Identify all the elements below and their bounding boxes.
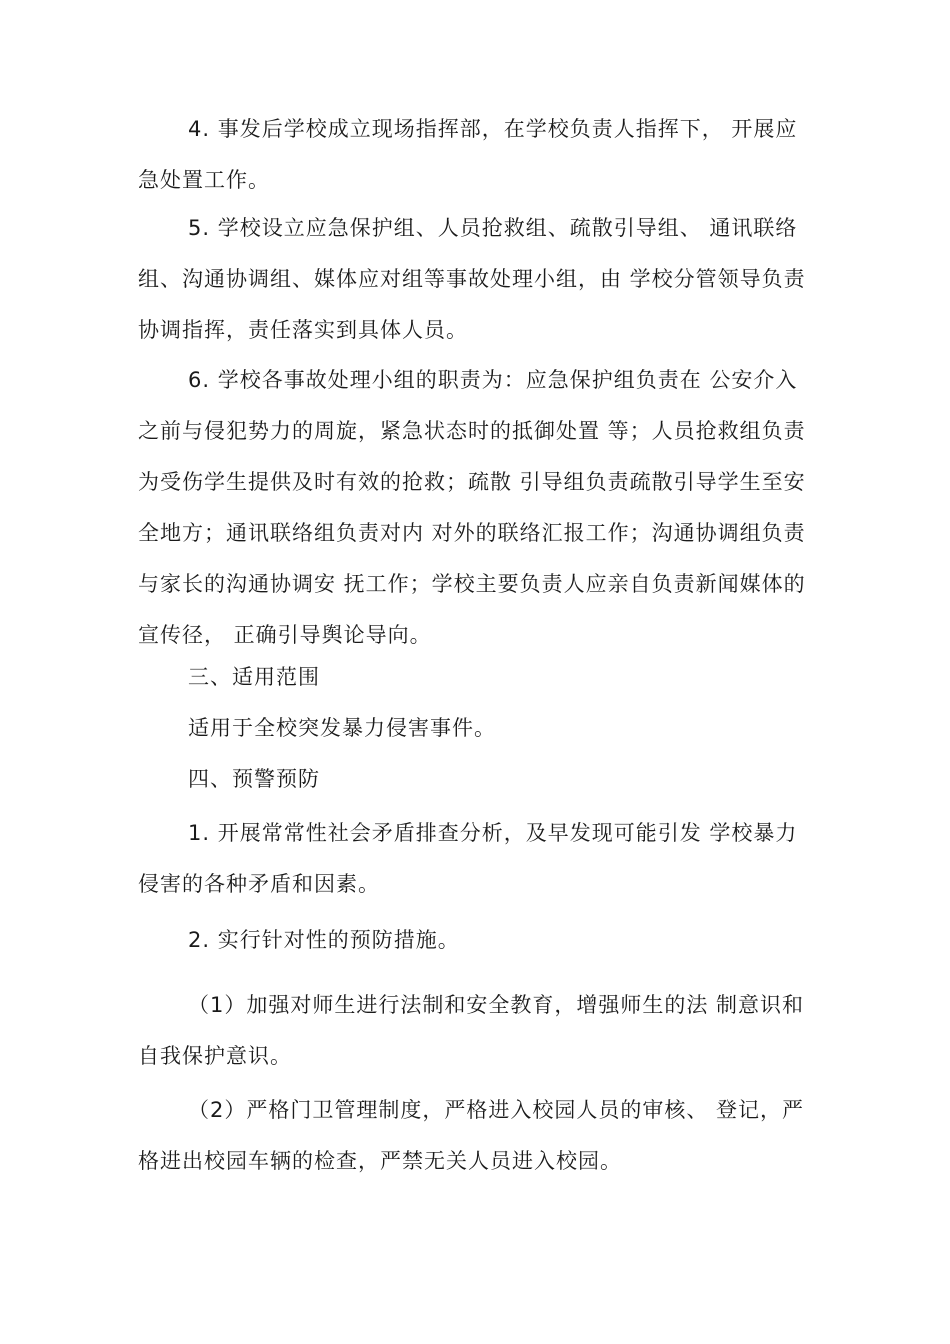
paragraph-item-4 [138, 104, 828, 206]
text-line: 5. 学校设立应急保护组、人员抢救组、疏散引导组、 通讯联络 [188, 216, 798, 240]
text-line: 6. 学校各事故处理小组的职责为：应急保护组负责在 公安介入 [188, 368, 798, 392]
paragraph-item-2 [138, 915, 828, 966]
section-heading: 四、预警预防 [188, 767, 320, 791]
paragraph-item-6 [138, 355, 828, 661]
paragraph-subitem-1 [138, 980, 828, 1082]
paragraph-scope [138, 703, 828, 754]
text-line: 侵害的各种矛盾和因素。 [138, 872, 380, 896]
section-heading-prevention [138, 754, 828, 805]
paragraph-subitem-2 [138, 1085, 828, 1187]
text-line: 2. 实行针对性的预防措施。 [188, 928, 460, 952]
text-line: 全地方；通讯联络组负责对内 对外的联络汇报工作；沟通协调组负责 [138, 521, 806, 545]
paragraph-item-5 [138, 203, 828, 356]
text-line: 与家长的沟通协调安 抚工作；学校主要负责人应亲自负责新闻媒体的 [138, 572, 806, 596]
text-line: 宣传径， 正确引导舆论导向。 [138, 623, 432, 647]
text-line: 组、沟通协调组、媒体应对组等事故处理小组，由 学校分管领导负责 [138, 267, 806, 291]
text-line: 自我保护意识。 [138, 1044, 292, 1068]
section-heading: 三、适用范围 [188, 665, 320, 689]
text-line: 4. 事发后学校成立现场指挥部，在学校负责人指挥下， 开展应 [188, 117, 798, 141]
text-line: （2）严格门卫管理制度，严格进入校园人员的审核、 登记，严 [188, 1098, 805, 1122]
text-line: 1. 开展常常性社会矛盾排查分析，及早发现可能引发 学校暴力 [188, 821, 798, 845]
text-line: 为受伤学生提供及时有效的抢救；疏散 引导组负责疏散引导学生至安 [138, 470, 806, 494]
text-line: 协调指挥，责任落实到具体人员。 [138, 318, 468, 342]
text-line: （1）加强对师生进行法制和安全教育，增强师生的法 制意识和 [188, 993, 805, 1017]
text-line: 格进出校园车辆的检查，严禁无关人员进入校园。 [138, 1149, 622, 1173]
section-heading-scope [138, 652, 828, 703]
text-line: 急处置工作。 [138, 168, 270, 192]
text-line: 适用于全校突发暴力侵害事件。 [188, 716, 496, 740]
text-line: 之前与侵犯势力的周旋，紧急状态时的抵御处置 等；人员抢救组负责 [138, 419, 806, 443]
paragraph-item-1 [138, 808, 828, 910]
